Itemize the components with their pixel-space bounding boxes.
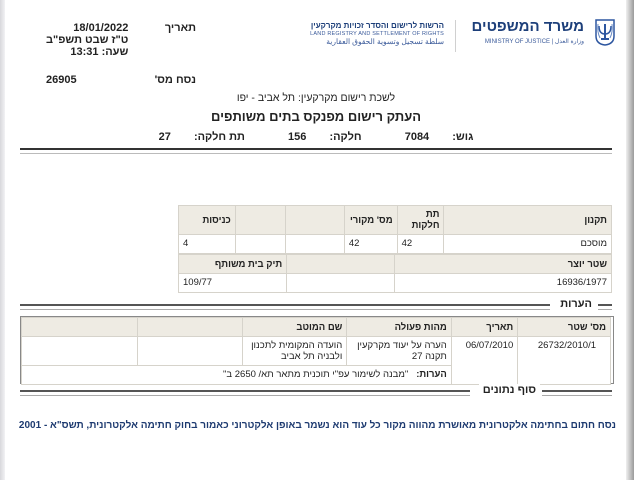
table-row — [22, 337, 611, 366]
column-header — [235, 206, 286, 235]
table-cell: 109/77 — [179, 274, 287, 293]
section-rule — [542, 390, 612, 396]
column-header: מהות פעולה — [347, 318, 452, 337]
action-type: הערה על יעוד מקרקעין תקנה 27 — [347, 337, 452, 366]
table-cell: 16936/1977 — [394, 274, 611, 293]
ministry-subtitle: MINISTRY OF JUSTICE | وزارة العدل — [484, 39, 584, 45]
time-label: שעה: — [101, 46, 129, 58]
date-block — [46, 22, 128, 58]
tat-helka: תת חלקה: 27 — [158, 131, 245, 143]
table-row — [179, 274, 612, 293]
deed-number: 26732/2010/1 — [518, 337, 611, 385]
note-date: 06/07/2010 — [451, 337, 517, 385]
table-cell: מוסכם — [444, 235, 612, 254]
gush: גוש: 7084 — [404, 131, 474, 143]
table-cell: 42 — [344, 235, 397, 254]
column-header: שטר יוצר — [394, 255, 611, 274]
date-value: 18/01/2022 — [73, 22, 129, 34]
hebrew-date: ט"ז שבט תשפ"ב — [46, 34, 129, 46]
authority-name-he: הרשות לרישום והסדר זכויות מקרקעין — [310, 21, 444, 30]
document-page — [6, 0, 626, 480]
land-registry-logo — [310, 21, 444, 46]
helka: חלקה: 156 — [288, 131, 362, 143]
time-row — [46, 46, 128, 58]
table-cell — [286, 235, 344, 254]
time-value: 13:31 — [70, 46, 99, 58]
column-header: שם המוטב — [242, 318, 347, 337]
table-cell — [235, 235, 286, 254]
window-frame-left — [0, 0, 5, 480]
title-divider — [20, 148, 612, 154]
table-cell — [287, 274, 395, 293]
table-cell: 42 — [397, 235, 444, 254]
column-header: תקנון — [444, 206, 612, 235]
table-header-row — [179, 206, 612, 235]
section-rule — [20, 304, 550, 310]
scrollbar[interactable] — [626, 0, 634, 480]
column-header — [138, 318, 243, 337]
table-header-row — [179, 255, 612, 274]
column-header — [22, 318, 138, 337]
table-cell — [22, 337, 138, 366]
column-header: מס' מקורי — [344, 206, 397, 235]
signature-notice: נסח חתום בחתימה אלקטרונית מאושרת מהווה מקור כל עוד הוא נשמר באופן אלקטרוני כאמור בחוק חתימה אלקטרונית, תשס"א - 2001 — [18, 420, 616, 431]
building-details-table — [178, 205, 612, 254]
remarks: הערות: "מבנה לשימור עפ"י תוכנית מתאר תא/ 2650 ב" — [22, 366, 452, 385]
authority-name-en: LAND REGISTRY AND SETTLEMENT OF RIGHTS — [310, 31, 444, 37]
page-title: העתק רישום מפנקס בתים משותפים — [210, 109, 422, 124]
column-header — [286, 206, 344, 235]
ministry-name: משרד המשפטים — [471, 18, 584, 35]
column-header: תאריך — [451, 318, 517, 337]
table-header-row — [22, 318, 611, 337]
registry-office: לשכת רישום מקרקעין: תל אביב - יפו — [236, 92, 396, 104]
section-rule — [20, 390, 470, 396]
version-value: 26905 — [46, 74, 77, 86]
authority-name-ar: سلطة تسجيل وتسوية الحقوق العقارية — [326, 37, 444, 46]
column-header: כניסות — [179, 206, 236, 235]
column-header — [287, 255, 395, 274]
column-header: מס' שטר — [518, 318, 611, 337]
notes-section-header — [20, 298, 612, 312]
version-label: נסח מס' — [154, 74, 196, 86]
notes-table — [21, 317, 611, 385]
document-meta — [46, 22, 196, 86]
state-emblem-icon — [594, 18, 616, 46]
section-rule — [598, 304, 612, 310]
end-section-header — [20, 384, 612, 398]
table-cell — [138, 337, 243, 366]
notes-title: הערות — [556, 298, 596, 310]
table-cell: 4 — [179, 235, 236, 254]
deed-details-table — [178, 254, 612, 293]
date-label: תאריך — [164, 22, 196, 34]
logo-divider — [455, 20, 456, 52]
beneficiary: הועדה המקומית לתכנון ולבניה תל אביב — [242, 337, 347, 366]
ministry-logo — [472, 18, 616, 46]
column-header: תיק בית משותף — [179, 255, 287, 274]
parcel-identifiers — [6, 131, 626, 143]
end-title: סוף נתונים — [479, 384, 540, 396]
header-logos — [286, 18, 616, 58]
column-header: תת חלקות — [397, 206, 444, 235]
table-row — [179, 235, 612, 254]
